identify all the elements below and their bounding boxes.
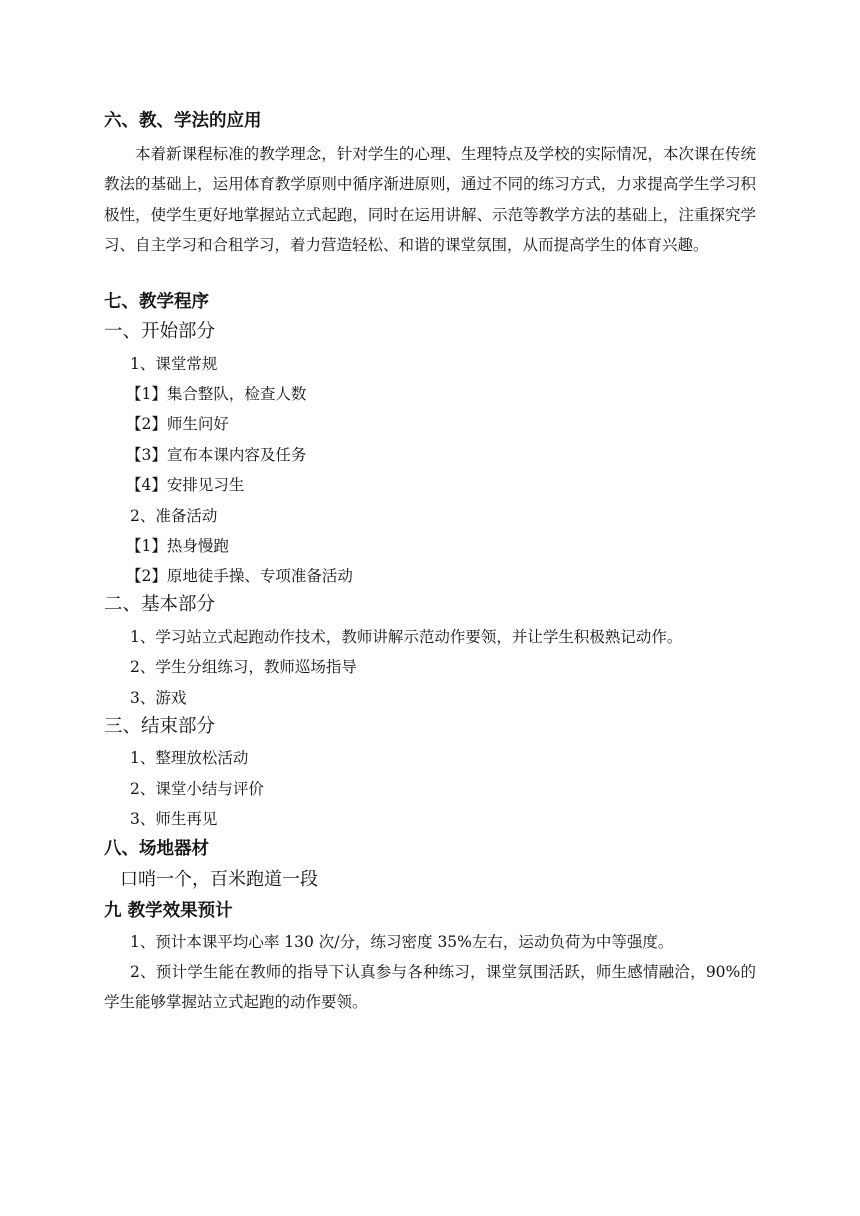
part-2-item-3: 3、游戏 [130,689,187,707]
part-2-item-1: 1、学习站立式起跑动作技术，教师讲解示范动作要领，并让学生积极熟记动作。 [130,628,683,646]
effect-item-1: 1、预计本课平均心率 130 次/分，练习密度 35%左右，运动负荷为中等强度。 [130,933,674,951]
part-3-item-2: 2、课堂小结与评价 [130,780,264,798]
part-2-item-2: 2、学生分组练习，教师巡场指导 [130,658,357,676]
section-7-heading: 七、教学程序 [104,292,209,312]
section-6-paragraph: 本着新课程标准的教学理念，针对学生的心理、生理特点及学校的实际情况，本次课在传统教法的基础上，运用体育教学原则中循序渐进原则，通过不同的练习方式，力求提高学生学习积极性，使学生更好地掌握站立式起跑，同时在运用讲解、示范等教学方法的基础上，注重探究学习、自主学习和合租学习，着力营造轻松、和谐的课堂氛围，从而提高学生的体育兴趣。 [104,145,756,255]
part-1-title: 一、开始部分 [104,321,216,342]
section-9-heading: 九 教学效果预计 [104,901,233,921]
effect-item-2: 2、预计学生能在教师的指导下认真参与各种练习，课堂氛围活跃，师生感情融洽，90%的学生能够掌握站立式起跑的动作要领。 [104,963,756,1012]
part-1-item-2: 【2】师生问好 [126,415,229,433]
part-2-title: 二、基本部分 [104,594,216,615]
section-8-heading: 八、场地器材 [104,839,209,859]
equipment-text: 口哨一个，百米跑道一段 [120,869,318,890]
part-1-item-1: 【1】集合整队，检查人数 [126,385,307,403]
part-1-item-6: 【2】原地徒手操、专项准备活动 [126,567,353,585]
part-3-item-1: 1、整理放松活动 [130,749,249,767]
part-1-item-3: 【3】宣布本课内容及任务 [126,446,307,464]
part-1-item-5: 【1】热身慢跑 [126,537,229,555]
part-1-sub-2: 2、准备活动 [130,507,218,525]
part-3-item-3: 3、师生再见 [130,810,218,828]
section-6-heading: 六、教、学法的应用 [104,111,262,131]
part-1-sub-1: 1、课堂常规 [130,355,218,373]
part-3-title: 三、结束部分 [104,716,216,737]
part-1-item-4: 【4】安排见习生 [126,476,245,494]
